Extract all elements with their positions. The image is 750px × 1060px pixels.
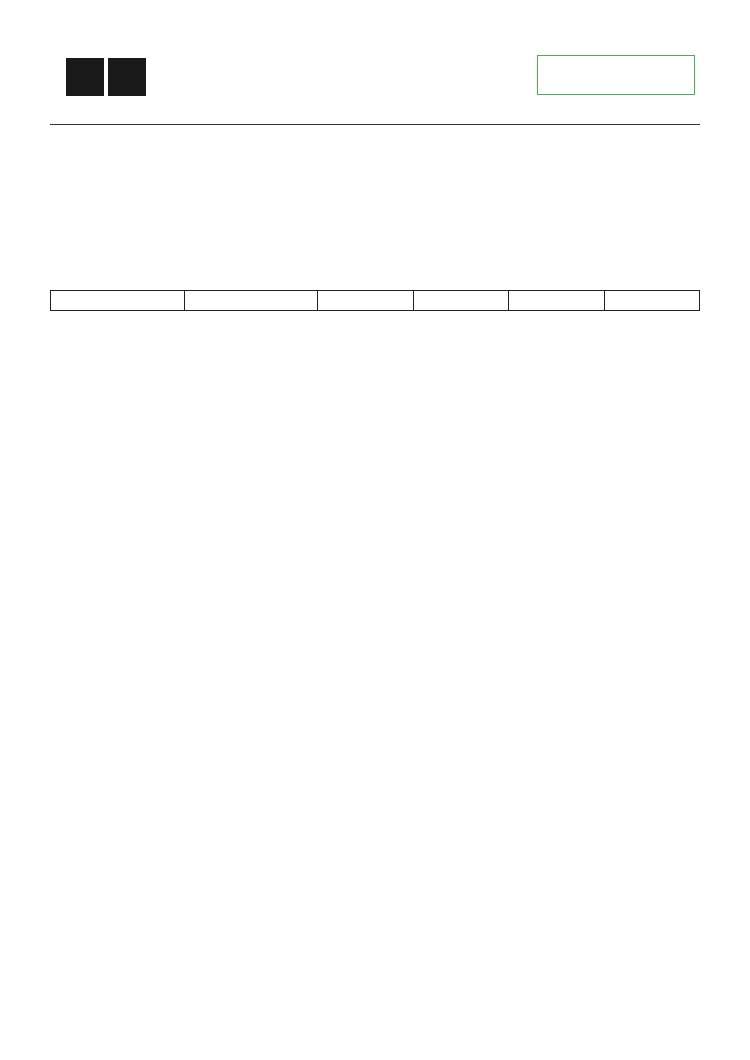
logo-mark-g [108,58,146,96]
cond-label [51,291,185,311]
tagline-box [537,55,695,95]
cond-tds [184,291,318,311]
company-logo [66,58,148,112]
header-divider [50,124,700,125]
cond-empty [604,291,699,311]
logo-mark-g [66,58,104,96]
cond-empty [413,291,508,311]
condition-row [51,291,700,311]
cond-room-temp [509,291,604,311]
flowrate-test-table [50,290,700,311]
cond-pressure [318,291,413,311]
